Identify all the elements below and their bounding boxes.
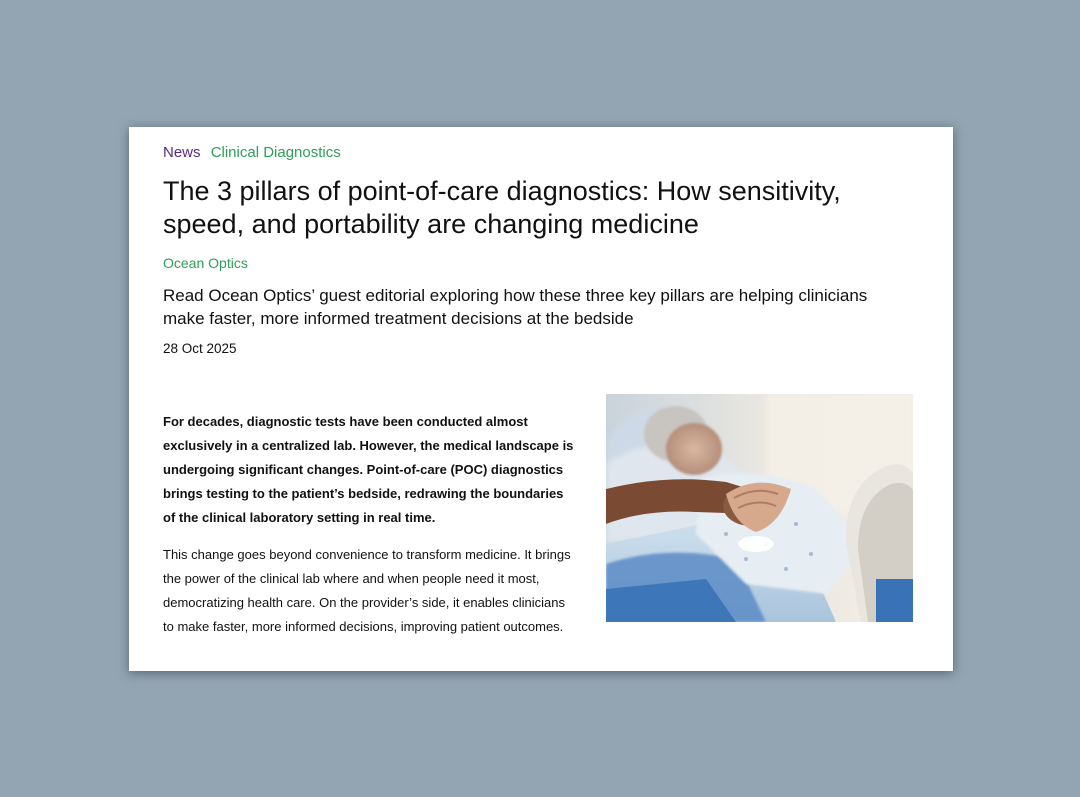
article-tags: [163, 144, 341, 162]
article-body-paragraph: This change goes beyond convenience to transform medicine. It brings the power of the clinical lab where and when people need it most, democratizing health care. On the provider’s side, it enables clinicians to make faster, more informed decisions, improving patient outcomes.: [163, 547, 571, 634]
article-standfirst: Read Ocean Optics’ guest editorial exploring how these three key pillars are helping clinicians make faster, more informed treatment decisions at the bedside: [163, 286, 868, 328]
article-date: 28 Oct 2025: [163, 341, 237, 356]
article-author-link[interactable]: Ocean Optics: [163, 255, 248, 271]
article-photo: [606, 394, 913, 622]
tag-category-link[interactable]: Clinical Diagnostics: [210, 144, 341, 161]
article-intro-paragraph: For decades, diagnostic tests have been conducted almost exclusively in a centralized lab. However, the medical landscape is undergoing significant changes. Point-of-care (POC) diagnostics brings testing to the patient’s bedside, redrawing the boundaries of the clinical laboratory setting in real time.: [163, 414, 574, 525]
article-headline: The 3 pillars of point-of-care diagnostics: How sensitivity, speed, and portability are changing medicine: [163, 176, 841, 239]
hospital-patient-hands-image: [606, 394, 913, 622]
tag-news-link[interactable]: News: [163, 144, 201, 161]
article-card: [129, 127, 953, 671]
